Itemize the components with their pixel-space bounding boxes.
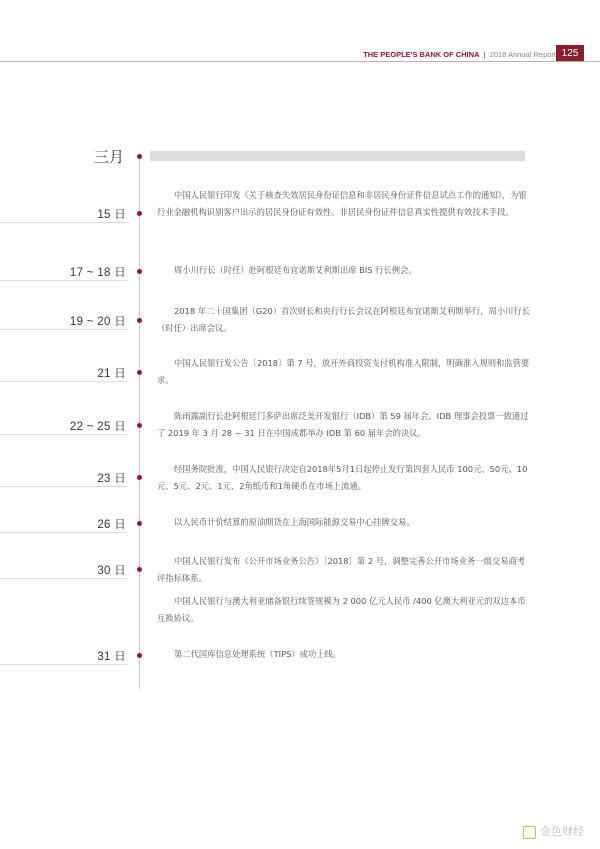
running-header	[363, 50, 556, 59]
timeline-dot	[137, 475, 142, 480]
timeline-dot	[137, 567, 142, 572]
month-title: 三月	[94, 148, 125, 166]
entry-date: 30 日	[97, 565, 126, 577]
timeline-dot	[137, 653, 142, 658]
timeline-dot	[137, 211, 142, 216]
entry-text: 第二代国库信息处理系统（TIPS）成功上线。	[174, 649, 342, 659]
date-rule	[0, 222, 127, 223]
date-rule	[0, 434, 127, 435]
timeline-dot	[137, 269, 142, 274]
entry-date: 21 日	[97, 368, 126, 380]
watermark-text: 金色财经	[540, 825, 584, 838]
date-rule	[0, 532, 127, 533]
entry-text: 以人民币计价结算的原油期货在上海国际能源交易中心挂牌交易。	[174, 517, 415, 527]
entry-text: 中国人民银行印发《关于核查失效居民身份证信息和非居民身份证件信息试点工作的通知》，为银行业金融机构识别客户出示的居民身份证有效性、非居民身份证件信息真实性提供有效技术手段。	[157, 190, 527, 217]
date-rule	[0, 486, 127, 487]
page-number: 125	[556, 45, 584, 62]
entry-date: 31 日	[97, 651, 126, 663]
header-rule	[0, 61, 600, 62]
entry-text: 陈雨露副行长赴阿根廷门多萨出席泛美开发银行（IDB）第 59 届年会。IDB 理事会投票一致通过了 2019 年 3 月 28 ~ 31 日在中国成都举办 IDB 第 60 届年会的决议。	[157, 411, 529, 438]
timeline-dot	[137, 370, 142, 375]
logo-icon	[523, 826, 536, 839]
date-rule	[0, 329, 127, 330]
entry-text: 周小川行长（时任）赴阿根廷布宜诺斯艾利斯出席 BIS 行长例会。	[174, 265, 417, 275]
date-rule	[0, 381, 127, 382]
timeline-dot	[137, 154, 142, 159]
entry-date: 23 日	[97, 473, 126, 485]
timeline-dot	[137, 318, 142, 323]
watermark	[523, 823, 584, 839]
entry-date: 26 日	[97, 519, 126, 531]
entry-text: 中国人民银行与澳大利亚储备银行续签规模为 2 000 亿元人民币 /400 亿澳大利亚元的双边本币互换协议。	[157, 596, 526, 623]
date-rule	[0, 664, 127, 665]
entry-date: 19 ~ 20 日	[69, 316, 126, 328]
entry-text: 经国务院批准，中国人民银行决定自2018年5月1日起停止发行第四套人民币 100元、50元、10元、5元、2元、1元、2角纸币和1角硬币在市场上流通。	[157, 464, 528, 491]
month-bar	[150, 151, 525, 161]
date-rule	[0, 280, 127, 281]
entry-date: 15 日	[97, 209, 126, 221]
timeline-dot	[137, 521, 142, 526]
header-separator: |	[483, 50, 486, 59]
timeline-dot	[137, 423, 142, 428]
entry-text: 中国人民银行发布《公开市场业务公告》〔2018〕第 2 号，调整完善公开市场业务一级交易商考评指标体系。	[157, 556, 526, 583]
entry-text: 中国人民银行发公告〔2018〕第 7 号，放开外商投资支付机构准入限制，明确准入规则和监管要求。	[157, 358, 530, 385]
entry-text: 2018 年二十国集团（G20）首次财长和央行行长会议在阿根廷布宜诺斯艾利斯举行，周小川行长（时任）出席会议。	[157, 306, 531, 333]
report-name: 2018 Annual Report	[489, 50, 556, 59]
entry-date: 22 ~ 25 日	[69, 421, 126, 433]
bank-name: THE PEOPLE'S BANK OF CHINA	[363, 50, 480, 59]
entry-date: 17 ~ 18 日	[69, 267, 126, 279]
date-rule	[0, 578, 127, 579]
